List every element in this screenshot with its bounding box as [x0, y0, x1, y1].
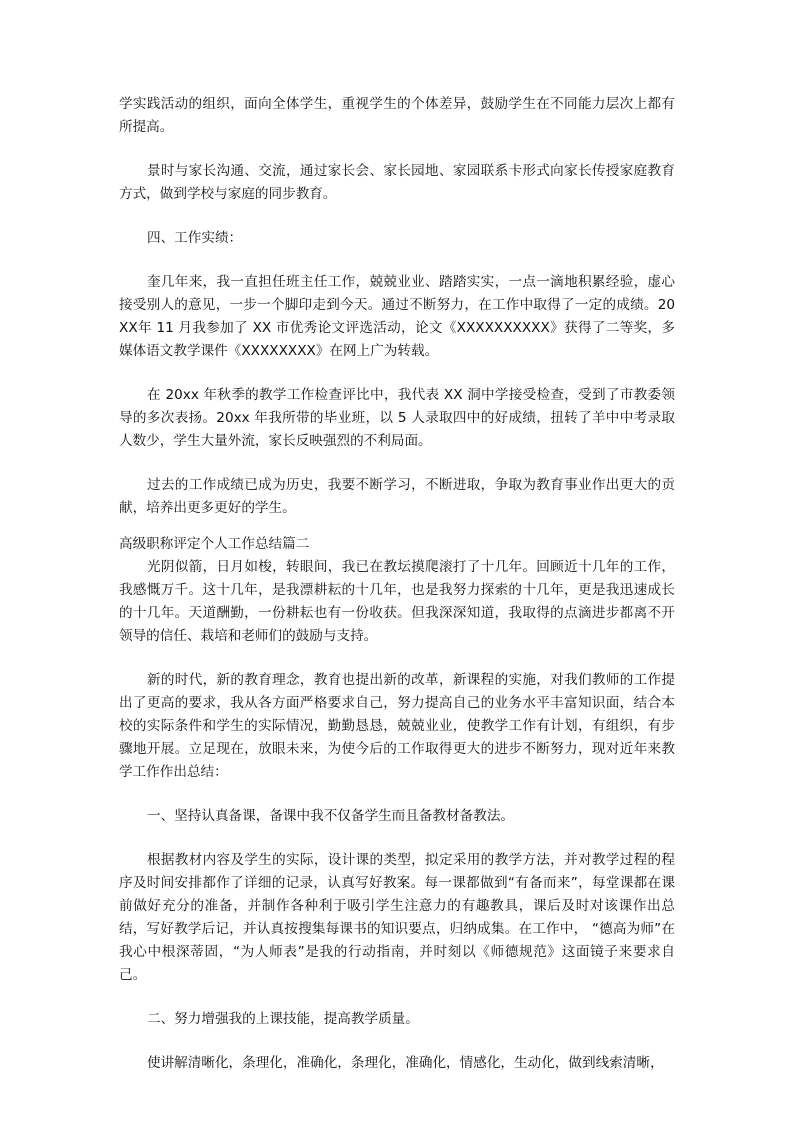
section-heading-4: 四、工作实绩： — [147, 230, 243, 246]
paragraph-8: 根据教材内容及学生的实际，设计课的类型，拟定采用的教学方法，并对教学过程的程序及时间安排都作了详细的记录，认真写好教案。每一课都做到“有备而来”，每堂课都在课前做好充分的准备，并制作各种利于吸引学生注意力的有趣教具，课后及时对该课作出总结，写好教学后记，并认真按搜集每课书的知识要点，归纳成集。在工作中， “德高为师”在我心中根深蒂固，“为人师表”是我的行动指南，并时刻以《师德规范》这面镜子来要求自己。 — [119, 852, 675, 983]
paragraph-7: 新的时代，新的教育理念，教育也提出新的改革，新课程的实施，对我们教师的工作提出了更高的要求，我从各方面严格要求自己，努力提高自己的业务水平丰富知识面，结合本校的实际条件和学生的实际情况，勤勤恳恳，兢兢业业，使教学工作有计划，有组织，有步骤地开展。立足现在，放眼未来，为使今后的工作取得更大的进步不断努力，现对近年来教学工作作出总结： — [119, 672, 675, 780]
paragraph-5: 过去的工作成绩已成为历史，我要不断学习，不断进取，争取为教育事业作出更大的贡献，培养出更多更好的学生。 — [119, 477, 675, 516]
document-page — [119, 93, 675, 1075]
section-heading-2: 二、努力增强我的上课技能，提高教学质量。 — [147, 1011, 419, 1027]
paragraph-4: 在 20xx 年秋季的教学工作检查评比中，我代表 XX 洞中学接受检查，受到了市教委领导的多次表扬。20xx 年我所带的毕业班，以 5 人录取四中的好成绩，扭转了羊中中考录取人数少，学生大量外流，家长反映强烈的不利局面。 — [119, 387, 675, 449]
paragraph-1: 学实践活动的组织，面向全体学生，重视学生的个体差异，鼓励学生在不同能力层次上都有所提高。 — [119, 96, 675, 135]
paragraph-9: 使讲解清晰化，条理化，准确化，条理化，准确化，情感化，生动化，做到线索清晰， — [147, 1055, 664, 1071]
section-title: 高级职称评定个人工作总结篇二 — [119, 536, 310, 552]
paragraph-2: 景时与家长沟通、交流，通过家长会、家长园地、家园联系卡形式向家长传授家庭教育方式，做到学校与家庭的同步教育。 — [119, 163, 675, 202]
paragraph-6: 光阴似箭，日月如梭，转眼间，我已在教坛摸爬滚打了十几年。回顾近十几年的工作，我感慨万千。这十几年，是我漂耕耘的十几年，也是我努力探索的十几年，更是我迅速成长的十几年。天道酬勤，一份耕耘也有一份收获。但我深深知道，我取得的点滴进步都离不开领导的信任、栽培和老师们的鼓励与支持。 — [119, 559, 675, 644]
section-heading-1: 一、坚持认真备课，备课中我不仅备学生而且备教材备教法。 — [147, 808, 515, 824]
paragraph-3: 奎几年来，我一直担任班主任工作，兢兢业业、踏踏实实，一点一滴地积累经验，虚心接受别人的意见，一步一个脚印走到今天。通过不断努力，在工作中取得了一定的成绩。20XX年 11 月我参加了 XX 市优秀论文评选活动，论文《XXXXXXXXXX》获得了二等奖，多媒体语文教学课件《XXXXXXXX》在网上广为转载。 — [119, 274, 675, 359]
